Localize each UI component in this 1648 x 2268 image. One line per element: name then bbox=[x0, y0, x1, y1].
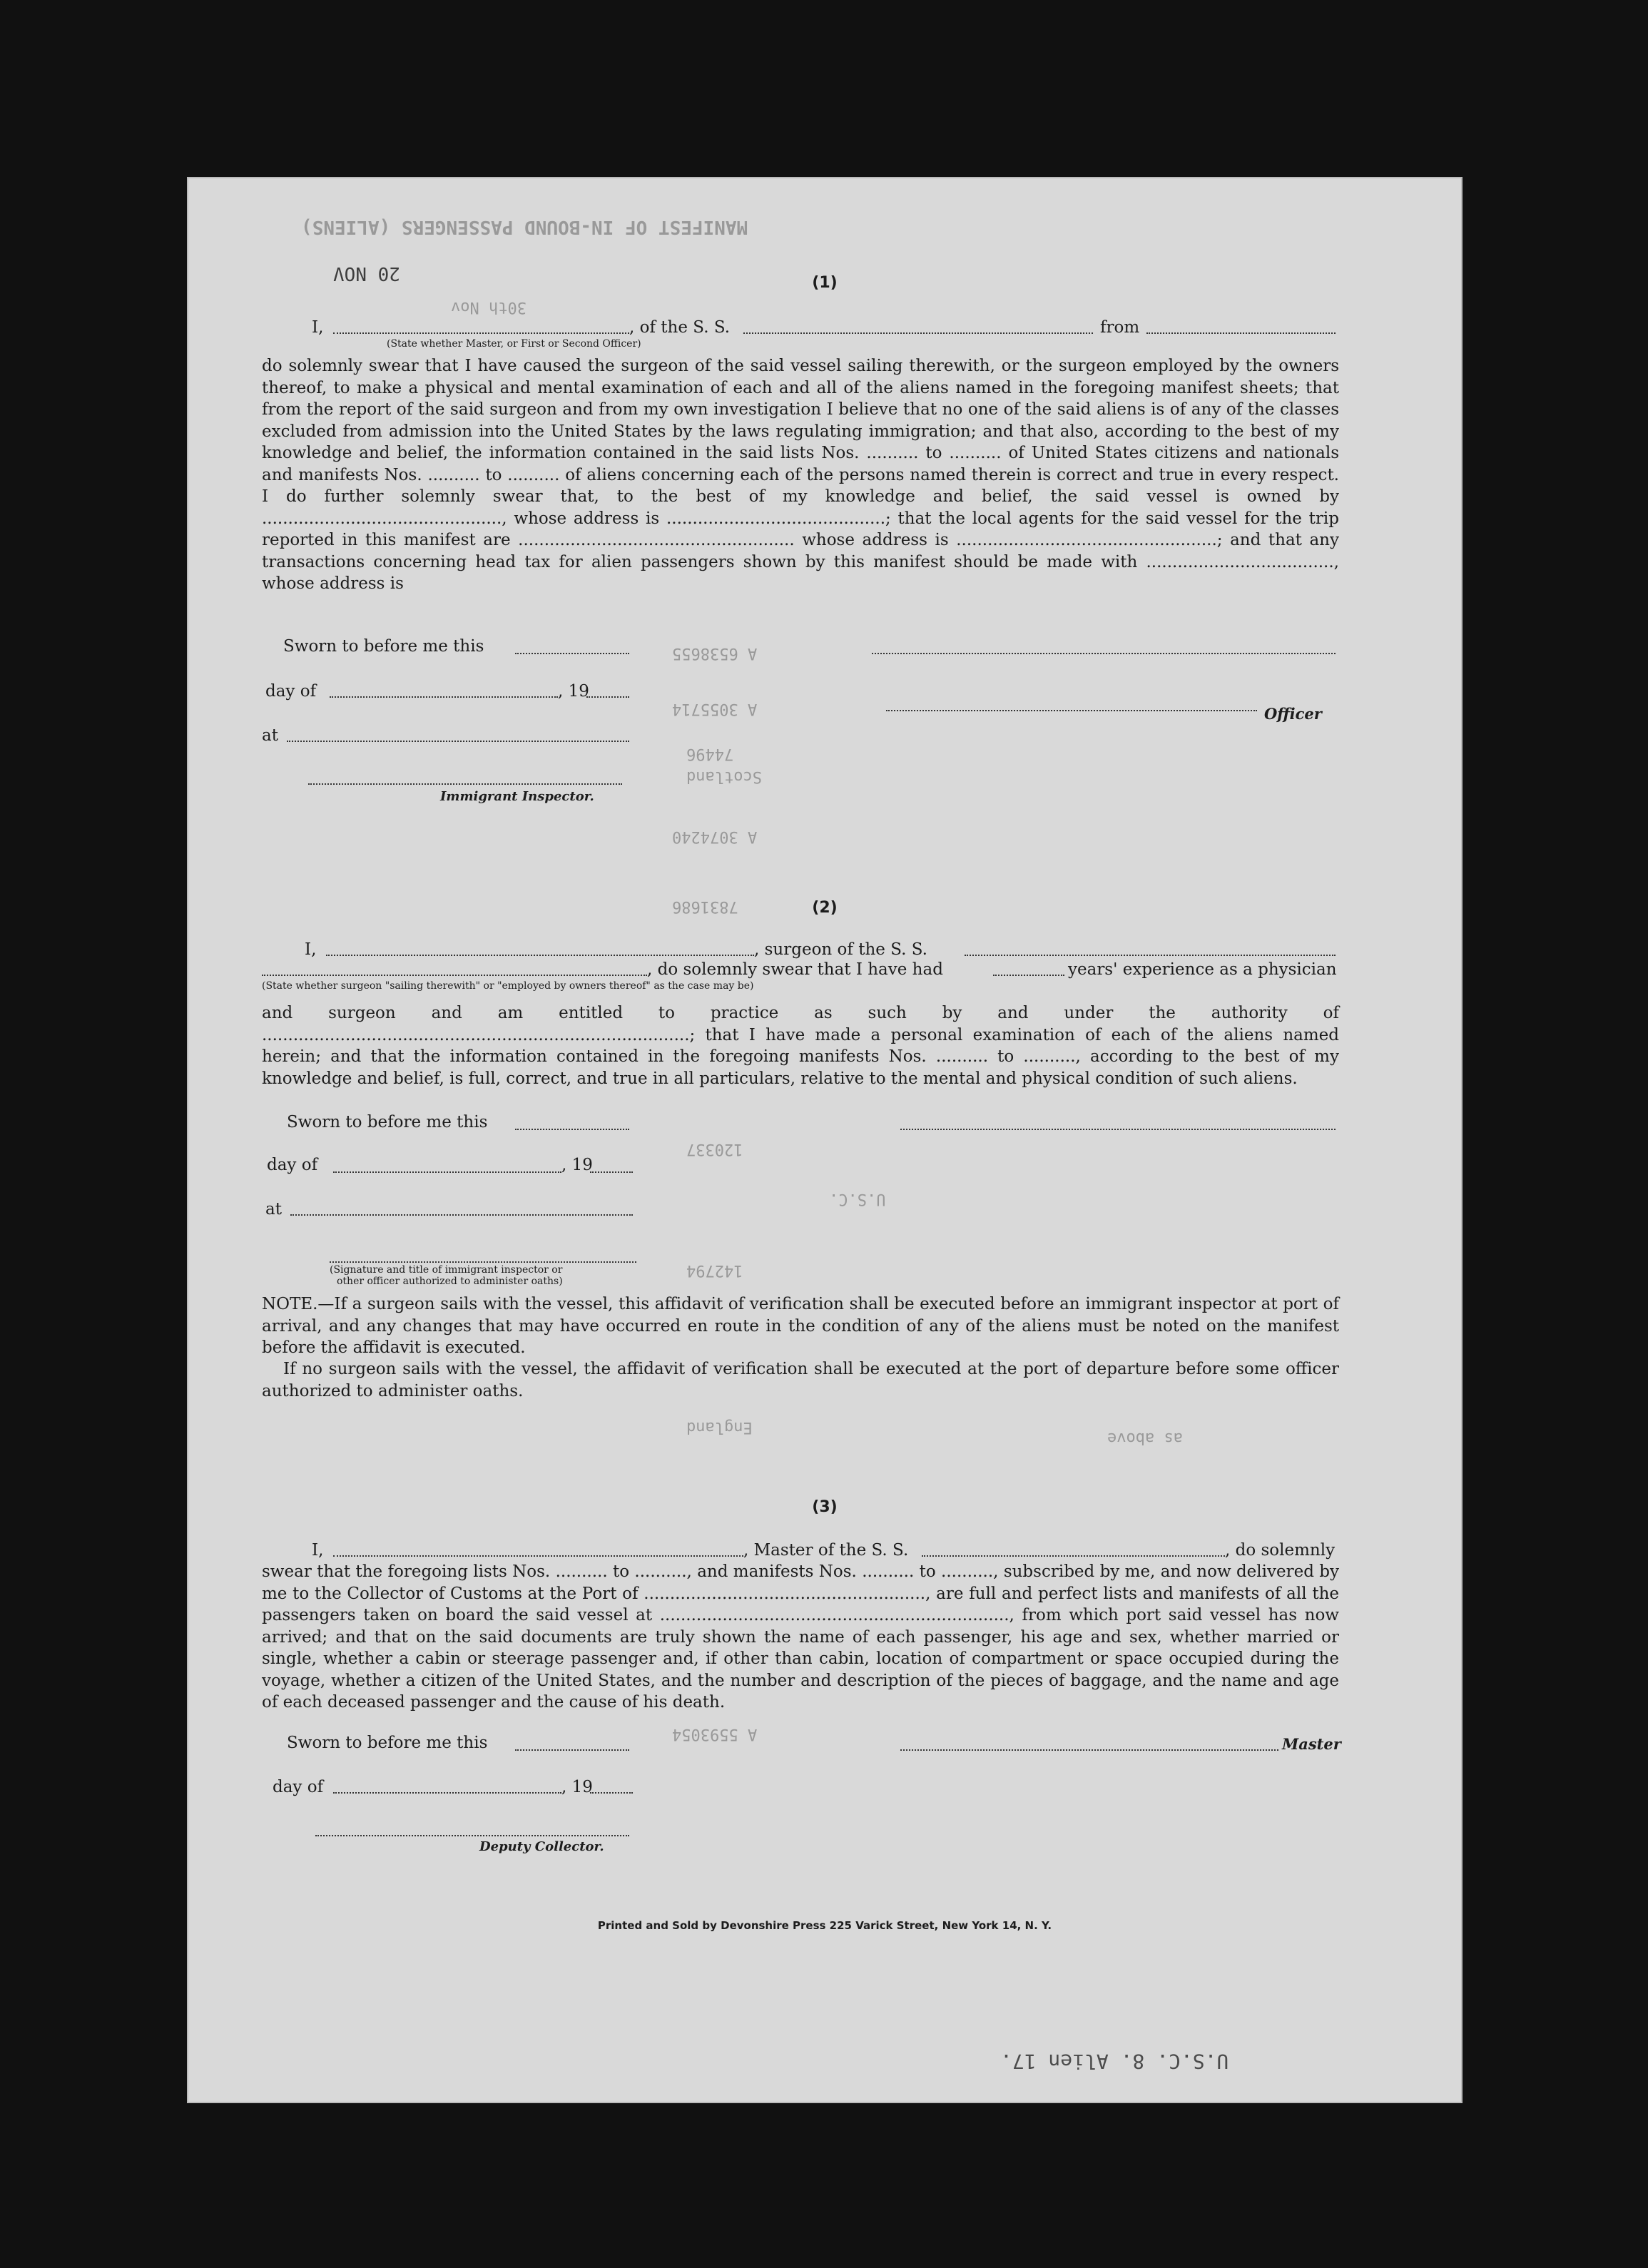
s3-sworn-label: Sworn to before me this bbox=[287, 1734, 488, 1752]
bleed-through-header: MANIFEST OF IN-BOUND PASSENGERS (ALIENS) bbox=[301, 216, 748, 238]
s2-at-field[interactable] bbox=[290, 1214, 633, 1216]
s2-line1-i: I, bbox=[305, 940, 317, 959]
s3-collector-label: Deputy Collector. bbox=[479, 1839, 604, 1854]
s1-at-label: at bbox=[262, 726, 278, 745]
s1-year-field[interactable] bbox=[586, 696, 629, 698]
s3-master-label: Master bbox=[1282, 1735, 1341, 1753]
bleed-through-text: as above bbox=[1107, 1429, 1183, 1447]
s2-capacity-field[interactable] bbox=[262, 975, 647, 976]
s3-master-signature-line[interactable] bbox=[900, 1749, 1278, 1751]
bleed-through-text: 74496 bbox=[686, 745, 734, 763]
bleed-through-date: 30th Nov bbox=[451, 298, 527, 316]
s1-oath-text: do solemnly swear that I have caused the surgeon of the said vessel sailing therewith, or the surgeon employed by the owners thereof, to make a physical and mental examination of each and all of the aliens named in the foregoing manifest sheets; that from the report of the said surgeon and from my own investigation I believe that no one of the said aliens is of any of the classes excluded from admission into the United States by the laws regulating immigration; and that also, according to the best of my knowledge and belief, the information contained in the said lists Nos. .......... to .......... of United States citizens and nationals and manifests Nos. .......... to .......... of aliens concerning each of the persons named therein is correct and true in every respect. I do further solemnly swear that, to the best of my knowledge and belief, the said vessel is owned by .............................................., whose address is ..........................................; that the local agents for the said vessel for the trip reported in this manifest are ..................................................... whose address is ..................................................; and that any transactions concerning head tax for alien passengers shown by this manifest should be made with ...................................., whose address is bbox=[262, 357, 1339, 593]
s3-day-field[interactable] bbox=[333, 1792, 561, 1794]
s2-sig-caption-2: other officer authorized to administer oaths) bbox=[337, 1276, 563, 1287]
s3-name-field[interactable] bbox=[333, 1555, 743, 1557]
s2-sig-caption-1: (Signature and title of immigrant inspector or bbox=[330, 1264, 563, 1276]
s2-caption: (State whether surgeon "sailing therewith" or "employed by owners thereof" as the case may be) bbox=[262, 980, 754, 992]
bleed-through-text: 120337 bbox=[686, 1140, 743, 1158]
s2-day-field[interactable] bbox=[333, 1171, 561, 1173]
s3-line1-master: , Master of the S. S. bbox=[743, 1541, 909, 1560]
bleed-through-text: U.S.C. bbox=[829, 1190, 886, 1208]
bleed-through-text: A 3055714 bbox=[672, 700, 758, 718]
s3-vessel-field[interactable] bbox=[922, 1555, 1225, 1557]
s1-line1-i: I, bbox=[312, 318, 324, 337]
bleed-through-text: Scotland bbox=[686, 768, 762, 785]
s2-note: NOTE.—If a surgeon sails with the vessel, this affidavit of verification shall be executed before an immigrant inspector at port of arrival, and any changes that may have occurred en route in the condition of any of the aliens must be noted on the manifest before the affidavit is executed. bbox=[262, 1295, 1339, 1357]
s2-year-field[interactable] bbox=[590, 1171, 633, 1173]
s1-day-of-label: day of bbox=[265, 682, 317, 701]
s2-note-2: If no surgeon sails with the vessel, the affidavit of verification shall be executed at the port of departure before some officer authorized to administer oaths. bbox=[262, 1360, 1339, 1400]
s3-line1-i: I, bbox=[312, 1541, 324, 1560]
s2-sworn-field[interactable] bbox=[515, 1129, 629, 1130]
s1-caption: (State whether Master, or First or Second Officer) bbox=[387, 338, 641, 350]
section-3-heading: (3) bbox=[812, 1498, 838, 1516]
s2-name-field[interactable] bbox=[326, 955, 754, 956]
bleed-through-text: England bbox=[686, 1418, 753, 1436]
bleed-through-text: A 3074240 bbox=[672, 828, 758, 845]
s1-officer-field[interactable] bbox=[886, 710, 1257, 711]
s2-years-field[interactable] bbox=[993, 975, 1064, 976]
s2-vessel-field[interactable] bbox=[965, 955, 1336, 956]
s1-from-field[interactable] bbox=[1146, 332, 1336, 334]
s2-year-label: , 19 bbox=[561, 1156, 593, 1174]
section-1-heading: (1) bbox=[812, 274, 838, 292]
s2-sworn-label: Sworn to before me this bbox=[287, 1113, 488, 1132]
s2-inspector-signature-line[interactable] bbox=[330, 1261, 636, 1263]
s3-collector-signature-line[interactable] bbox=[315, 1835, 629, 1836]
s2-at-label: at bbox=[265, 1200, 282, 1219]
bleed-through-text: A 6538655 bbox=[672, 644, 758, 662]
s2-line1-surgeon: , surgeon of the S. S. bbox=[754, 940, 927, 959]
manifest-back-page bbox=[187, 177, 1463, 2103]
bleed-through-text: 7831686 bbox=[672, 897, 738, 915]
s3-day-of-label: day of bbox=[273, 1778, 324, 1796]
s3-oath-text: swear that the foregoing lists Nos. .......... to .........., and manifests Nos. .......... to .........., subscribed by me, and now delivered by me to the Collector of Customs at the Port of ......................................................, are full and perfect lists and manifests of all the passengers taken on board the said vessel at ..................................................................., from which port said vessel has now arrived; and that on the said documents are truly shown the name of each passenger, his age and sex, whether married or single, whether a cabin or steerage passenger and, if other than cabin, location of compartment or space occupied during the voyage, whether a citizen of the United States, and the number and description of the pieces of baggage, and the name and age of each deceased passenger and the cause of his death. bbox=[262, 1562, 1339, 1712]
bleed-through-text: 142794 bbox=[686, 1261, 743, 1279]
s1-line1-ss: , of the S. S. bbox=[629, 318, 731, 337]
s3-year-field[interactable] bbox=[590, 1792, 633, 1794]
printer-imprint: Printed and Sold by Devonshire Press 225 Varick Street, New York 14, N. Y. bbox=[597, 1919, 1052, 1932]
s3-year-label: , 19 bbox=[561, 1778, 593, 1796]
s3-line1-solemnly: , do solemnly bbox=[1225, 1541, 1336, 1560]
s1-officer-label: Officer bbox=[1264, 705, 1322, 723]
s1-inspector-signature-line[interactable] bbox=[308, 783, 622, 785]
s1-sworn-label: Sworn to before me this bbox=[283, 637, 484, 656]
s1-sworn-field[interactable] bbox=[515, 653, 629, 654]
s3-sworn-field[interactable] bbox=[515, 1749, 629, 1751]
s2-line2-a: , do solemnly swear that I have had bbox=[647, 960, 943, 979]
s1-name-field[interactable] bbox=[333, 332, 629, 334]
s1-inspector-label: Immigrant Inspector. bbox=[440, 789, 594, 804]
section-2-heading: (2) bbox=[812, 899, 838, 917]
s1-officer-signature-line[interactable] bbox=[872, 653, 1336, 654]
s2-oath-text: and surgeon and am entitled to practice as such by and under the authority of ..................................................................................; that I have made a personal examination of each of the aliens named herein; and that the information contained in the foregoing manifests Nos. .......... to .........., according to the best of my knowledge and belief, is full, correct, and true in all particulars, relative to the mental and physical condition of such aliens. bbox=[262, 1004, 1339, 1088]
bleed-through-text: U.S.C. 8. Alien 17. bbox=[1000, 2050, 1229, 2073]
s2-day-of-label: day of bbox=[267, 1156, 318, 1174]
s1-line1-from: from bbox=[1100, 318, 1140, 337]
s2-line2-b: years' experience as a physician bbox=[1068, 960, 1337, 979]
bleed-through-text: A 5593054 bbox=[672, 1725, 758, 1743]
s1-day-field[interactable] bbox=[330, 696, 558, 698]
bleed-through-stamp: 20 NOV bbox=[333, 263, 400, 284]
s2-surgeon-signature-line[interactable] bbox=[900, 1129, 1336, 1130]
s1-vessel-field[interactable] bbox=[743, 332, 1093, 334]
s1-year-label: , 19 bbox=[558, 682, 589, 701]
s1-at-field[interactable] bbox=[287, 741, 629, 742]
